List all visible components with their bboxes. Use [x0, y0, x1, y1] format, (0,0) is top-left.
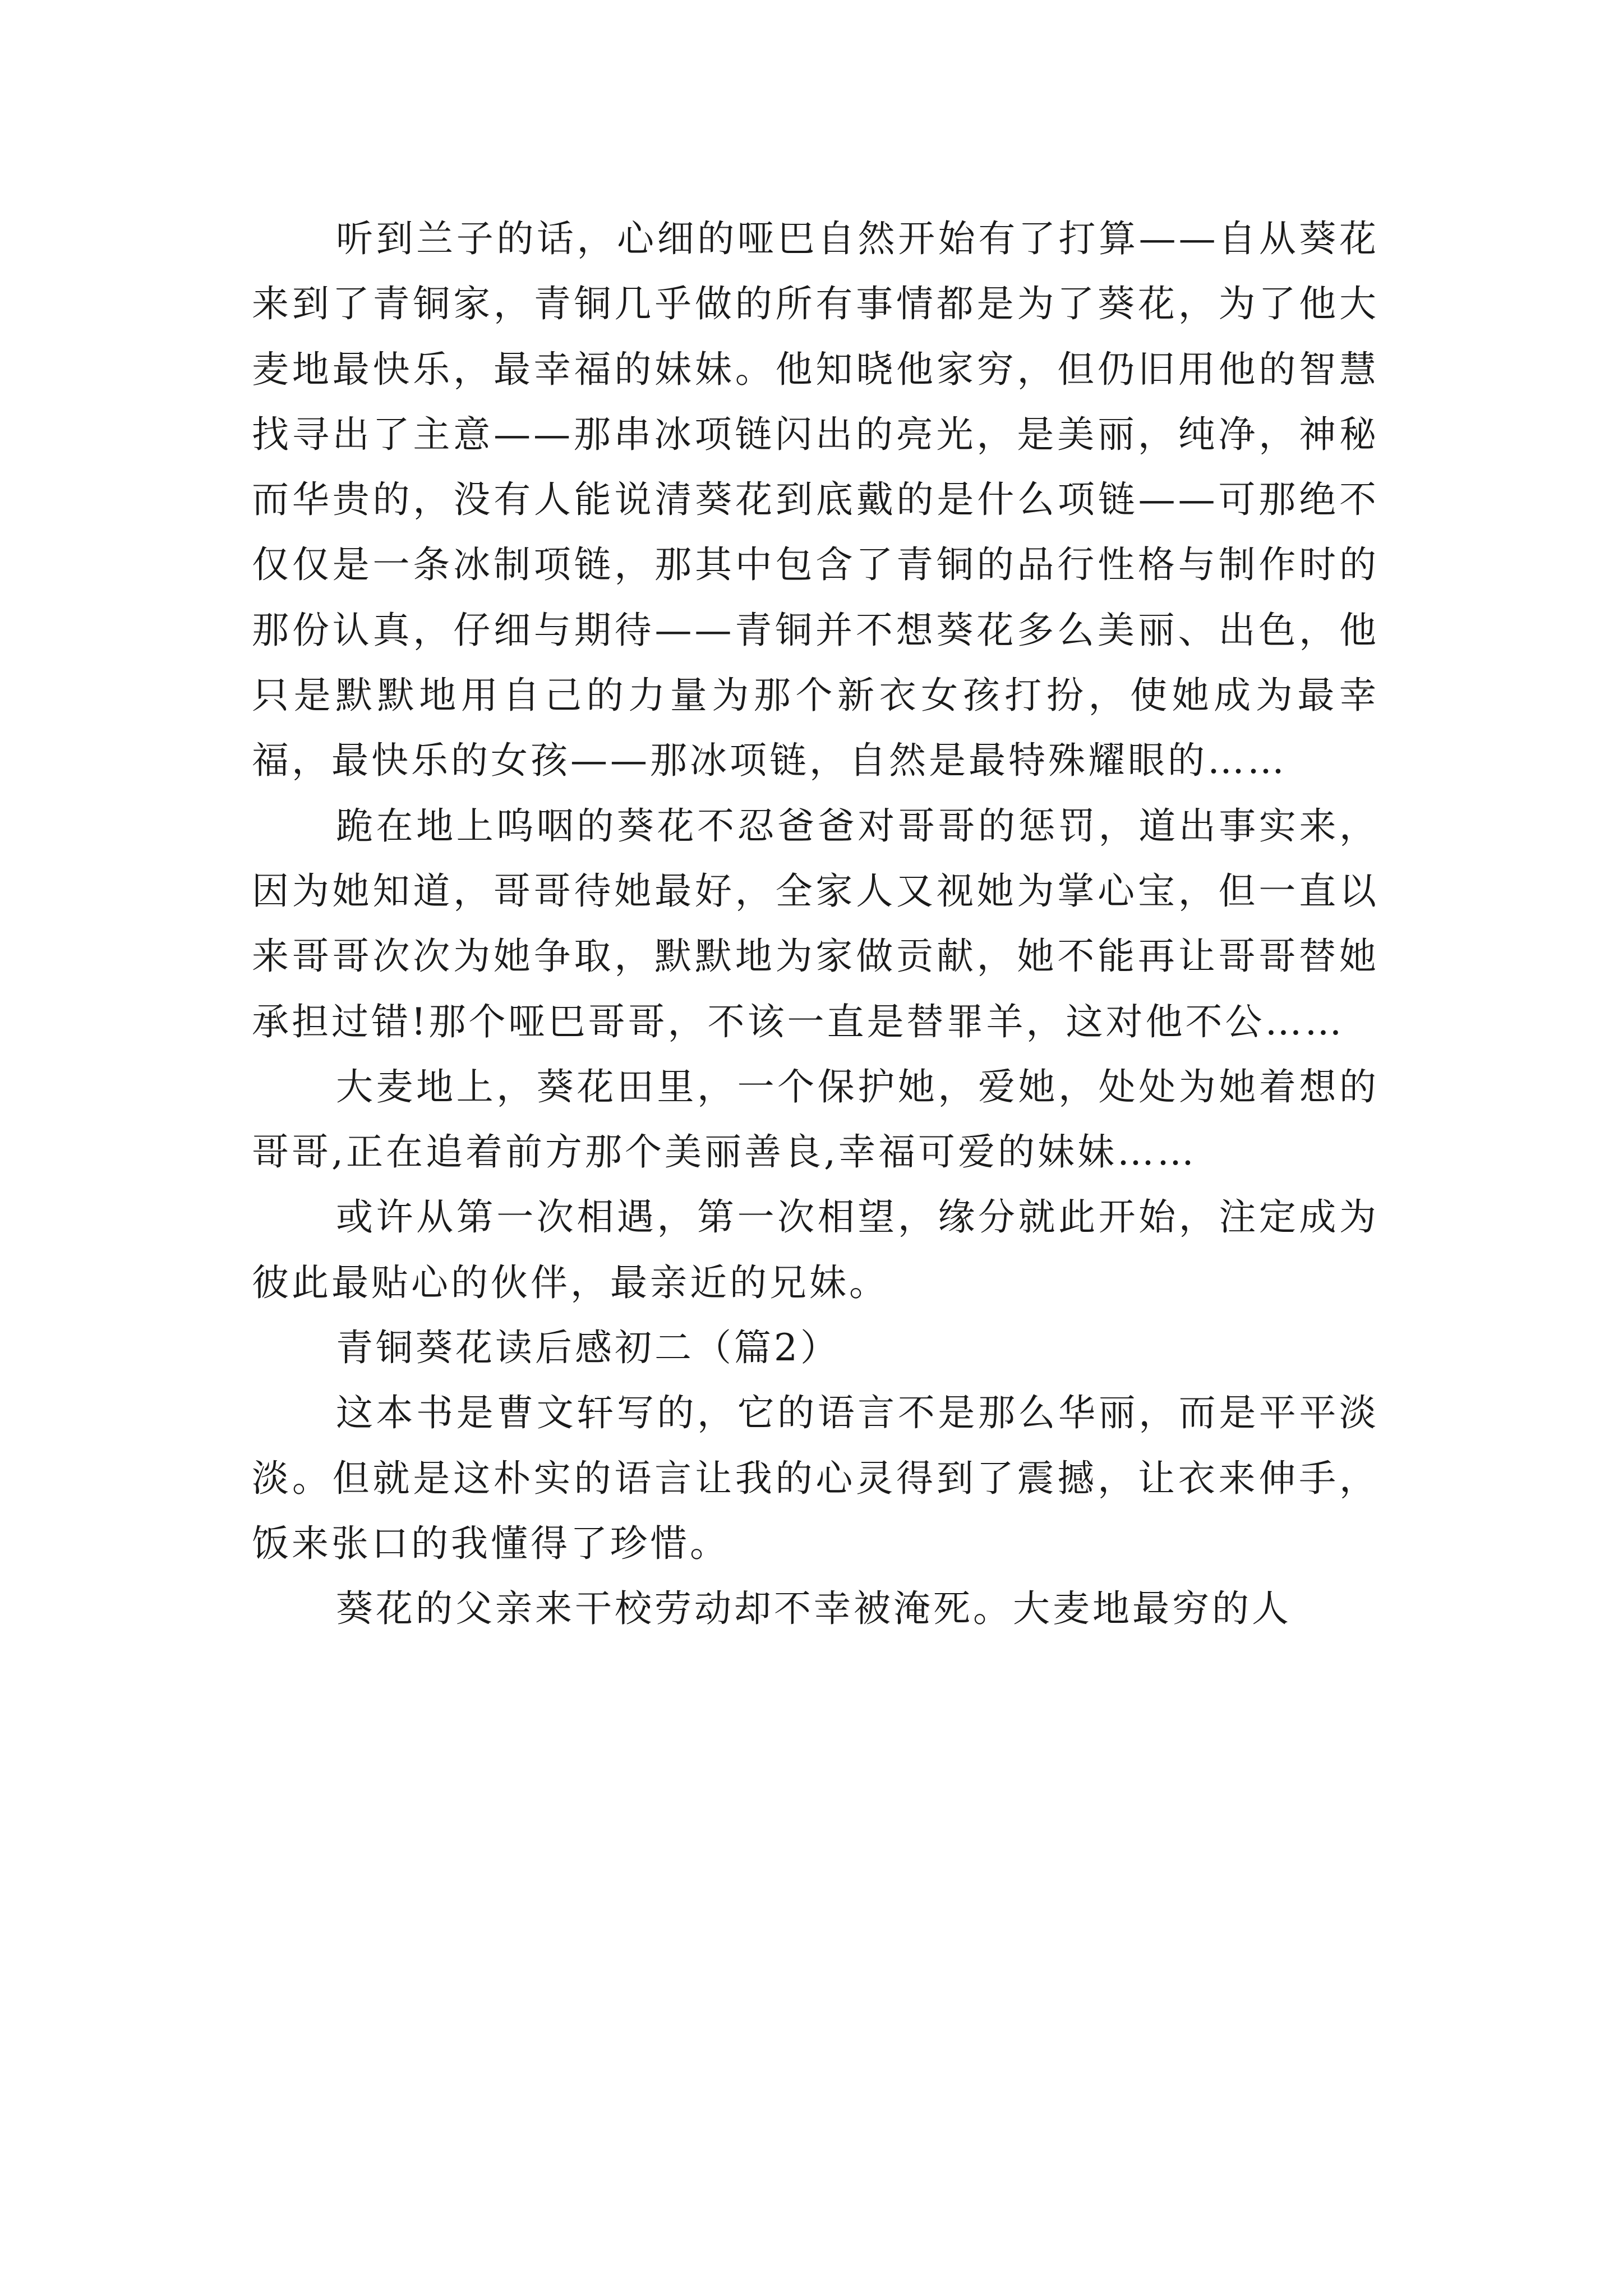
- paragraph-2: 跪在地上呜咽的葵花不忍爸爸对哥哥的惩罚，道出事实来，因为她知道，哥哥待她最好，全家人又视她为掌心宝，但一直以来哥哥次次为她争取，默默地为家做贡献，她不能再让哥哥替她承担过错!那个哑巴哥哥，不该一直是替罪羊，这对他不公……: [252, 804, 1379, 1043]
- paragraph-6: 葵花的父亲来干校劳动却不幸被淹死。大麦地最穷的人: [336, 1587, 1292, 1631]
- section-heading: 青铜葵花读后感初二（篇2）: [336, 1326, 840, 1370]
- paragraph-1: 听到兰子的话，心细的哑巴自然开始有了打算——自从葵花来到了青铜家，青铜几乎做的所有事情都是为了葵花，为了他大麦地最快乐，最幸福的妹妹。他知晓他家穷，但仍旧用他的智慧找寻出了主意——那串冰项链闪出的亮光，是美丽，纯净，神秘而华贵的，没有人能说清葵花到底戴的是什么项链——可那绝不仅仅是一条冰制项链，那其中包含了青铜的品行性格与制作时的那份认真，仔细与期待——青铜并不想葵花多么美丽、出色，他只是默默地用自己的力量为那个新衣女孩打扮，使她成为最幸福，最快乐的女孩——那冰项链，自然是最特殊耀眼的……: [252, 217, 1379, 783]
- paragraph-5: 这本书是曹文轩写的，它的语言不是那么华丽，而是平平淡淡。但就是这朴实的语言让我的心灵得到了震撼，让衣来伸手，饭来张口的我懂得了珍惜。: [252, 1391, 1379, 1565]
- paragraph-4: 或许从第一次相遇，第一次相望，缘分就此开始，注定成为彼此最贴心的伙伴，最亲近的兄妹。: [252, 1195, 1379, 1304]
- body-text: [252, 206, 1379, 1642]
- paragraph-3: 大麦地上，葵花田里，一个保护她，爱她，处处为她着想的哥哥,正在追着前方那个美丽善良,幸福可爱的妹妹……: [252, 1065, 1379, 1174]
